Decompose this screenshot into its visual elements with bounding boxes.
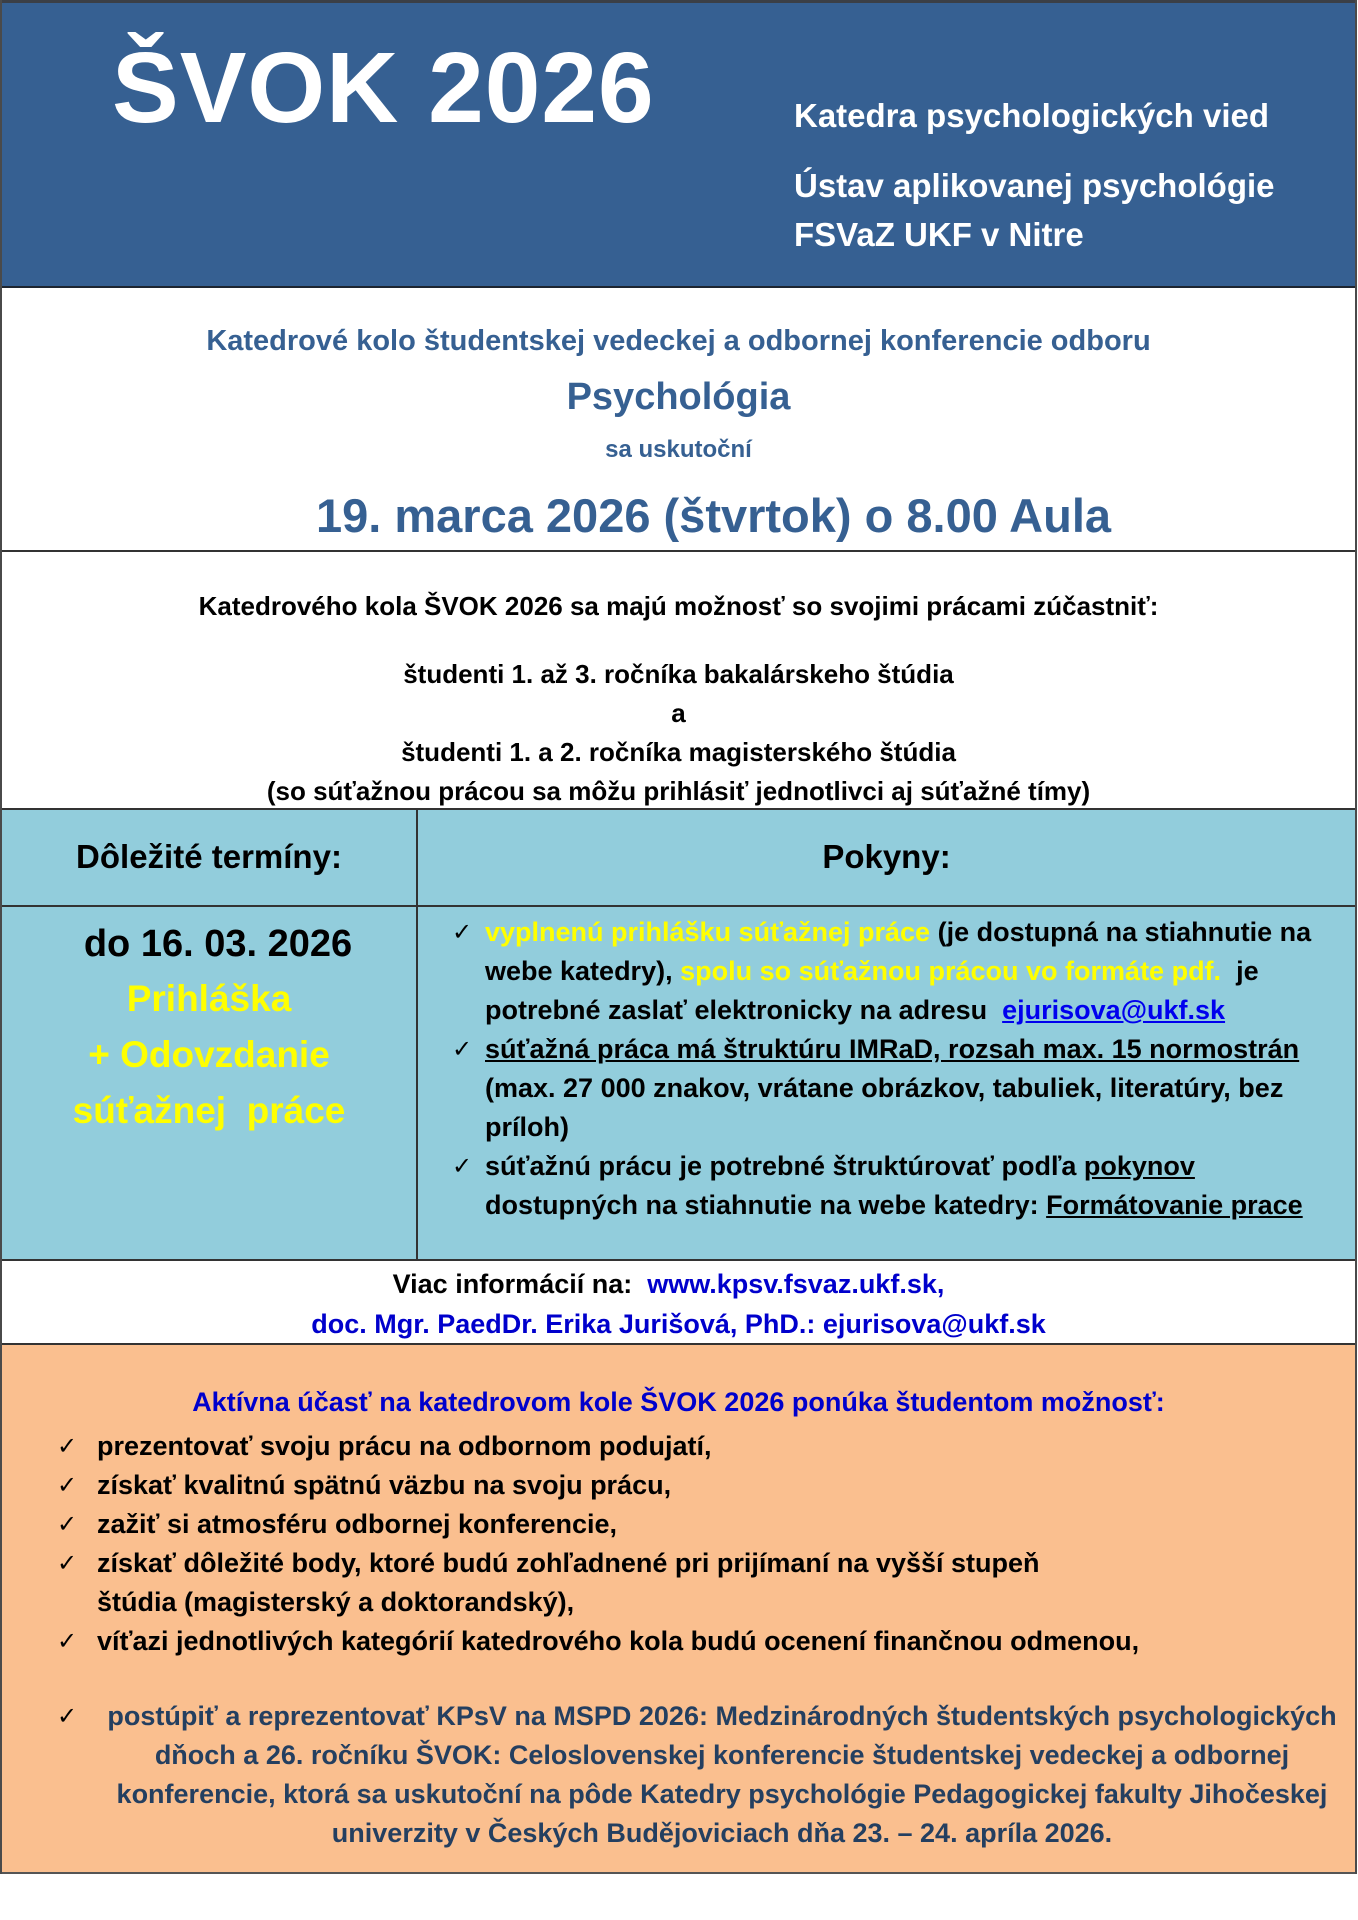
conference-description: Katedrové kolo študentskej vedeckej a odbornej konferencie odboru xyxy=(206,325,1151,357)
benefit-text: postúpiť a reprezentovať KPsV na MSPD 2026: Medzinárodných študentských psychologických dňoch a 26. ročníku ŠVOK: Celoslovenskej konferencie študentskej vedeckej a odbornej konferencie, ktorá sa uskutoční na pôde Katedry psychológie Pedagogickej fakulty Jihočeskej univerzity v Českých Budějoviciach dňa 23. – 24. apríla 2026. xyxy=(107,1701,1337,1848)
check-icon: ✓ xyxy=(452,1153,473,1180)
benefit-item xyxy=(57,1544,1347,1622)
table-header-row xyxy=(2,810,1355,907)
benefit-item xyxy=(57,1427,1347,1466)
eligibility-note: (so súťažnou prácou sa môžu prihlásiť jednotlivci aj súťažné tímy) xyxy=(266,776,1091,806)
benefit-text: získať dôležité body, ktoré budú zohľadnené pri prijímaní na vyšší stupeň štúdia (magisterský a doktorandský), xyxy=(97,1548,1040,1617)
instruction-text: súťažnú prácu je potrebné štruktúrovať podľa xyxy=(485,1151,1084,1181)
benefit-text: víťazi jednotlivých kategórií katedrového kola budú ocenení finančnou odmenou, xyxy=(97,1626,1140,1656)
column-divider xyxy=(416,810,418,1261)
check-icon: ✓ xyxy=(57,1472,78,1499)
benefits-list xyxy=(57,1427,1347,1661)
benefit-text: prezentovať svoju prácu na odbornom podujatí, xyxy=(97,1431,712,1461)
contact-person[interactable]: doc. Mgr. PaedDr. Erika Jurišová, PhD.: ejurisova@ukf.sk xyxy=(311,1309,1046,1339)
deadlines-cell xyxy=(2,907,416,1139)
instructions-cell xyxy=(452,907,1347,1225)
instructions-header: Pokyny: xyxy=(822,838,951,875)
benefit-item xyxy=(57,1466,1347,1505)
takes-place-label: sa uskutoční xyxy=(605,436,752,463)
instructions-list xyxy=(452,913,1347,1225)
eligible-group-bachelor: študenti 1. až 3. ročníka bakalárskeho štúdia xyxy=(403,659,954,689)
structure-requirement: súťažná práca má štruktúru IMRaD, rozsah max. 15 normostrán xyxy=(485,1034,1300,1064)
check-icon: ✓ xyxy=(57,1550,78,1577)
benefit-text: zažiť si atmosféru odbornej konferencie, xyxy=(97,1509,618,1539)
email-link[interactable]: ejurisova@ukf.sk xyxy=(1002,995,1226,1025)
deadline-item: + Odovzdanie xyxy=(88,1034,330,1075)
eligible-conjunction: a xyxy=(671,698,686,728)
check-icon: ✓ xyxy=(57,1511,78,1538)
instruction-text: (max. 27 000 znakov, vrátane obrázkov, tabuliek, literatúry, bez príloh) xyxy=(485,1073,1284,1142)
deadline-date: do 16. 03. 2026 xyxy=(83,923,353,965)
field-name: Psychológia xyxy=(566,376,791,418)
deadline-item: súťažnej práce xyxy=(72,1090,346,1131)
instruction-text: je potrebné zaslať elektronicky na adresu xyxy=(485,956,1267,1025)
instruction-text: dostupných na stiahnutie na webe katedry: xyxy=(485,1190,1047,1220)
benefit-item-advance xyxy=(57,1697,1347,1853)
formatting-link[interactable]: Formátovanie prace xyxy=(1046,1190,1303,1220)
benefit-item xyxy=(57,1622,1347,1661)
more-info-line xyxy=(2,1264,1355,1304)
check-icon: ✓ xyxy=(57,1433,78,1460)
benefits-heading: Aktívna účasť na katedrovom kole ŠVOK 2026 ponúka študentom možnosť: xyxy=(192,1387,1165,1417)
website-link[interactable]: www.kpsv.fsvaz.ukf.sk, xyxy=(647,1269,945,1299)
institute-name: Ústav aplikovanej psychológie xyxy=(794,167,1275,204)
highlighted-text: spolu so súťažnou prácou vo formáte pdf. xyxy=(680,956,1222,986)
check-icon: ✓ xyxy=(452,919,473,946)
faculty-name: FSVaZ UKF v Nitre xyxy=(794,216,1084,253)
guidelines-link[interactable]: pokynov xyxy=(1083,1151,1195,1181)
instruction-item xyxy=(452,913,1347,1030)
highlighted-text: vyplnenú prihlášku súťažnej práce xyxy=(485,917,931,947)
event-date: 19. marca 2026 (štvrtok) o 8.00 Aula xyxy=(315,489,1112,542)
instruction-text: (je dostupná na stiahnutie na webe katedry), xyxy=(485,917,1312,986)
intro-section xyxy=(2,288,1355,552)
eligible-group-master: študenti 1. a 2. ročníka magisterského štúdia xyxy=(401,737,956,767)
benefit-text: získať kvalitnú spätnú väzbu na svoju prácu, xyxy=(97,1470,672,1500)
benefits-section xyxy=(2,1345,1355,1874)
eligibility-lead: Katedrového kola ŠVOK 2026 sa majú možnosť so svojimi prácami zúčastniť: xyxy=(198,591,1159,621)
instruction-item xyxy=(452,1147,1347,1225)
header-banner xyxy=(2,0,1355,288)
check-icon: ✓ xyxy=(452,1036,473,1063)
contact-section xyxy=(2,1261,1355,1345)
benefit-item xyxy=(57,1505,1347,1544)
event-title: ŠVOK 2026 xyxy=(112,32,655,144)
instruction-item xyxy=(452,1030,1347,1147)
check-icon: ✓ xyxy=(57,1703,78,1730)
info-table xyxy=(2,810,1355,1261)
eligibility-section xyxy=(2,552,1355,810)
deadlines-header: Dôležité termíny: xyxy=(76,838,342,875)
more-info-label: Viac informácií na: xyxy=(392,1269,648,1299)
check-icon: ✓ xyxy=(57,1628,78,1655)
department-name: Katedra psychologických vied xyxy=(794,97,1270,134)
deadline-item: Prihláška xyxy=(126,978,292,1019)
